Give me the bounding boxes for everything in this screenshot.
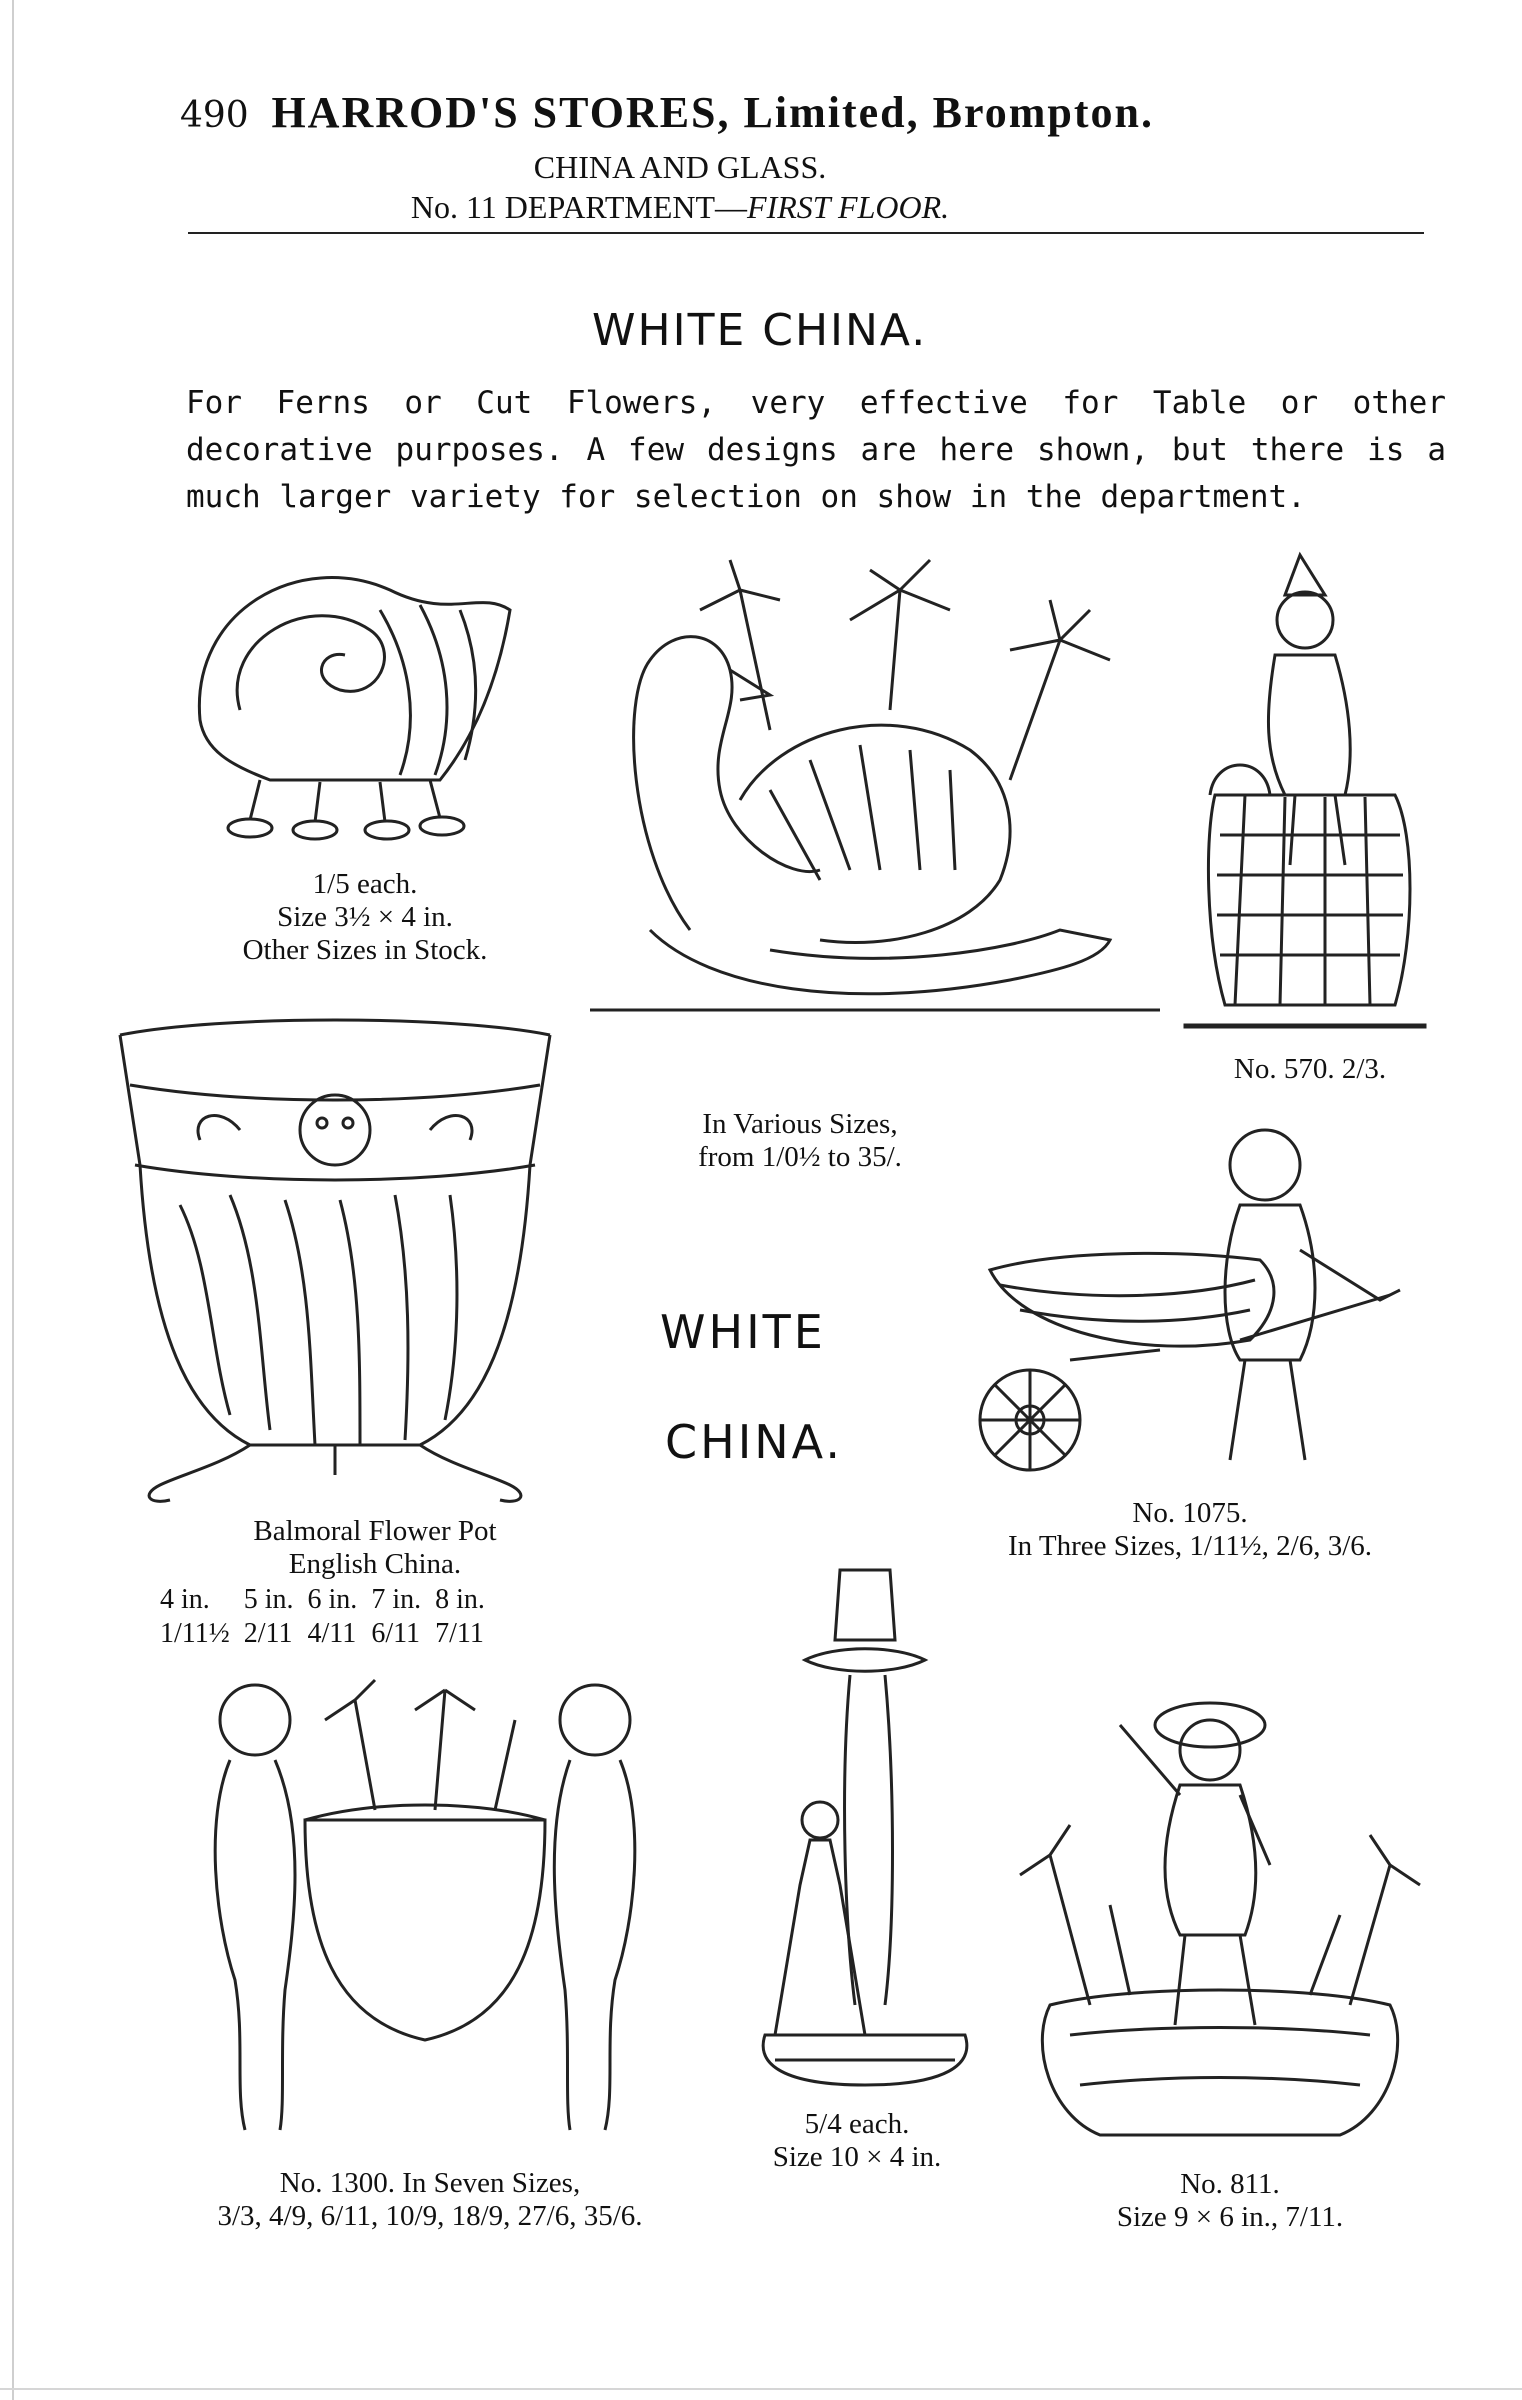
balmoral-size: 4 in. <box>160 1584 210 1615</box>
swan-prices: from 1/0½ to 35/. <box>698 1141 902 1173</box>
side-title-line1: WHITE <box>660 1305 826 1359</box>
balmoral-price: 7/11 <box>435 1618 484 1649</box>
wheelbarrow-number: No. 1075. <box>1132 1497 1248 1529</box>
wheelbarrow-caption <box>940 1497 1440 1563</box>
swan-caption <box>650 1108 950 1174</box>
balmoral-name: Balmoral Flower Pot <box>253 1515 497 1547</box>
candlestick-illustration <box>745 1565 985 2105</box>
swan-illustration <box>590 550 1160 1080</box>
balmoral-size: 8 in. <box>435 1584 485 1615</box>
page-edge-bottom <box>0 2388 1522 2390</box>
header-subtitle: CHINA AND GLASS. <box>533 149 827 185</box>
candlestick-price: 5/4 each. <box>804 2108 910 2140</box>
balmoral-caption <box>165 1515 585 1581</box>
shell-vase-illustration <box>180 550 540 850</box>
balmoral-price: 6/11 <box>371 1618 421 1649</box>
intro-paragraph: For Ferns or Cut Flowers, very effective for Table or other decorative purposes. A few designs are here shown, but there is a much larger variety for selection on show in the department. <box>186 385 1446 515</box>
candlestick-size: Size 10 × 4 in. <box>772 2141 942 2173</box>
basket-girl-illustration <box>1175 535 1435 1035</box>
balmoral-size: 6 in. <box>307 1584 358 1615</box>
cherubs-prices: 3/3, 4/9, 6/11, 10/9, 18/9, 27/6, 35/6. <box>217 2200 643 2232</box>
balmoral-price: 1/11½ <box>160 1618 230 1649</box>
balmoral-prices-row <box>160 1617 499 1651</box>
side-title-line2: CHINA. <box>665 1415 843 1469</box>
swan-sizes: In Various Sizes, <box>702 1108 898 1140</box>
boy-811-number: No. 811. <box>1180 2168 1280 2200</box>
shell-vase-note: Other Sizes in Stock. <box>242 934 488 966</box>
store-name: HARROD'S STORES, Limited, Brompton. <box>271 88 1154 137</box>
cherubs-number: No. 1300. In Seven Sizes, <box>279 2167 581 2199</box>
shell-vase-size: Size 3½ × 4 in. <box>277 901 453 933</box>
header-department <box>180 187 1180 227</box>
wheelbarrow-boy-illustration <box>960 1110 1440 1510</box>
page-header <box>180 88 1420 227</box>
shell-vase-price: 1/5 each. <box>312 868 418 900</box>
candlestick-caption <box>742 2108 972 2174</box>
page-title: WHITE CHINA. <box>592 305 928 356</box>
department-prefix: No. 11 DEPARTMENT— <box>410 189 748 225</box>
page-number: 490 <box>180 95 249 136</box>
boy-811-size: Size 9 × 6 in., 7/11. <box>1116 2201 1344 2233</box>
header-rule <box>188 232 1424 234</box>
balmoral-price: 4/11 <box>307 1618 357 1649</box>
boy-811-illustration <box>1010 1665 1430 2155</box>
boy-811-caption <box>1080 2168 1380 2234</box>
basket-girl-caption: No. 570. 2/3. <box>1233 1053 1387 1085</box>
balmoral-material: English China. <box>288 1548 462 1580</box>
department-floor: FIRST FLOOR. <box>747 189 950 225</box>
balmoral-flower-pot-illustration <box>100 1005 570 1515</box>
balmoral-price: 2/11 <box>243 1618 293 1649</box>
cherubs-basket-illustration <box>175 1660 675 2160</box>
header-line <box>180 88 1420 141</box>
balmoral-sizes-row <box>160 1583 499 1617</box>
balmoral-size: 7 in. <box>371 1584 422 1615</box>
cherubs-caption <box>150 2167 710 2233</box>
balmoral-price-table <box>160 1583 499 1651</box>
shell-vase-caption <box>195 868 535 967</box>
balmoral-size: 5 in. <box>243 1584 294 1615</box>
page-edge <box>12 0 14 2400</box>
wheelbarrow-sizes: In Three Sizes, 1/11½, 2/6, 3/6. <box>1007 1530 1373 1562</box>
